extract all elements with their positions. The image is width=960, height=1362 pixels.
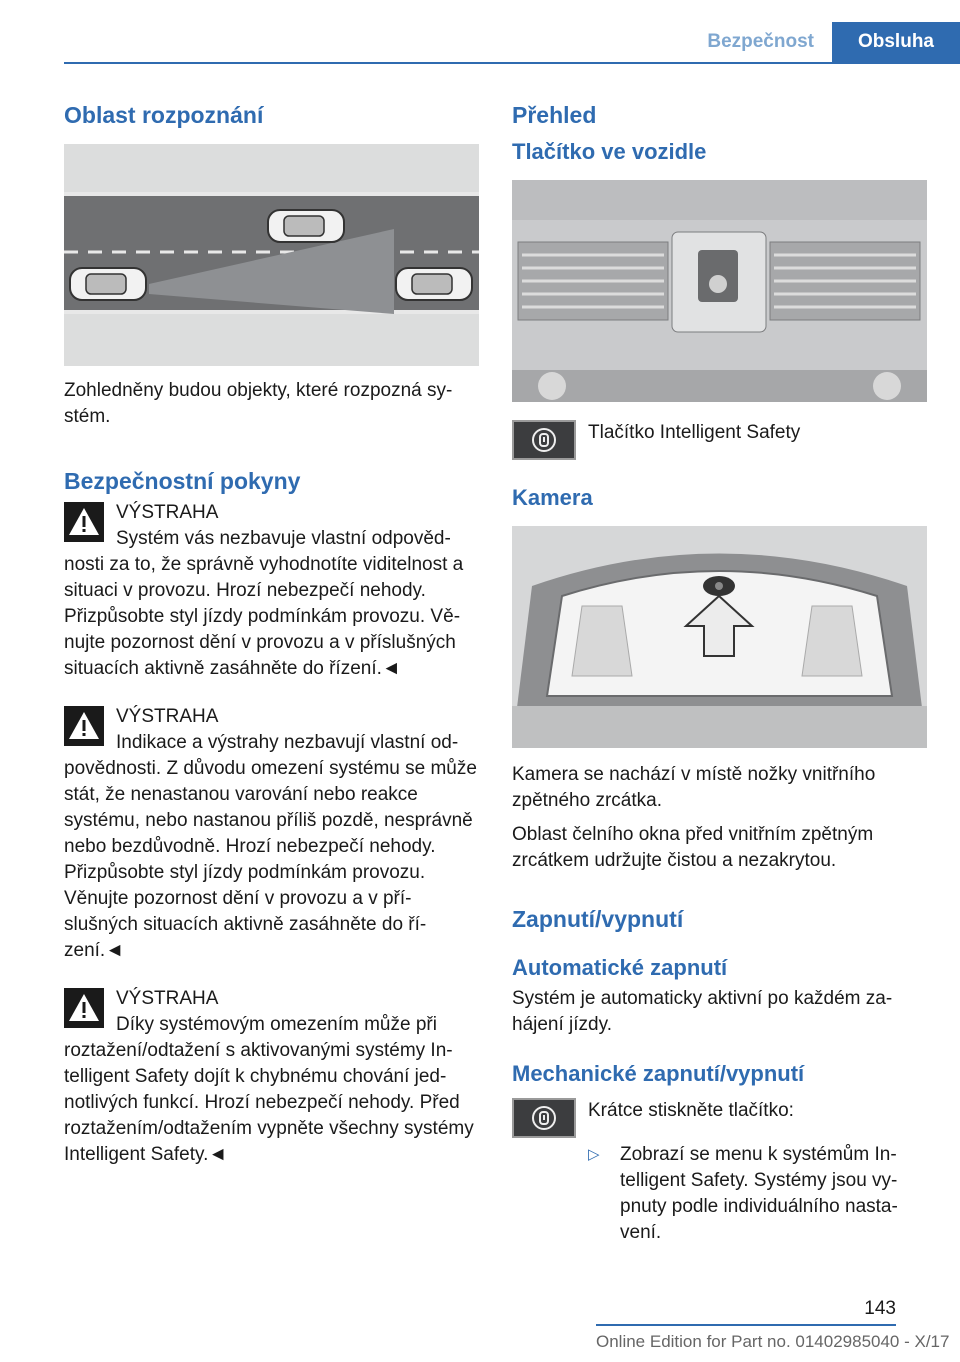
camera-clean-text: Oblast čelního okna před vnitřním zpětným zrcátkem udržujte čistou a nezakrytou.	[512, 824, 874, 871]
heading-overview: Přehled	[512, 102, 597, 128]
list-item	[588, 1142, 927, 1246]
header-rule	[64, 62, 960, 64]
warning-block-3	[64, 986, 479, 1168]
detection-area-figure	[64, 144, 479, 366]
heading-manual-on-off: Mechanické zapnutí/vypnutí	[512, 1061, 805, 1086]
camera-location-text: Kamera se nachází v místě nožky vnitřního zpětného zrcátka.	[512, 764, 876, 811]
footer	[596, 1298, 950, 1362]
press-button-row	[512, 1098, 927, 1138]
warning-title: VÝSTRAHA	[116, 988, 219, 1009]
warning-title: VÝSTRAHA	[116, 706, 219, 727]
warning-block-1	[64, 500, 479, 682]
warning-text: Indikace a výstrahy nezbavují vlastní odpovědnosti. Z důvodu omezení systému se může stát, že nenastanou varování nebo reakce systému, nebo nastanou příliš pozdě, nesprávně nebo bezdůvodně. Hrozí nebezpečí nehody. Přizpůsobte styl jízdy podmínkám provozu. Věnujte pozornost dění v provozu a v příslušných situacích aktivně zasáhněte do řízení.◄	[64, 732, 477, 961]
heading-button-in-vehicle: Tlačítko ve vozidle	[512, 139, 707, 164]
triangle-bullet-icon: ▷	[588, 1146, 600, 1163]
car-own-icon	[396, 268, 472, 300]
tab-obsluha[interactable]: Obsluha	[832, 22, 960, 62]
right-column	[512, 100, 927, 1246]
warning-triangle-icon	[64, 502, 104, 542]
intelligent-safety-button-icon	[512, 420, 576, 460]
header-tabs	[689, 22, 960, 62]
warning-block-2	[64, 704, 479, 964]
heading-safety-notes: Bezpečnostní pokyny	[64, 468, 301, 494]
heading-automatic-on: Automatické zapnutí	[512, 955, 728, 980]
heading-on-off: Zapnutí/vypnutí	[512, 906, 684, 932]
tab-bezpecnost[interactable]: Bezpečnost	[689, 22, 832, 62]
heading-camera: Kamera	[512, 485, 593, 510]
intelligent-safety-button-icon	[512, 1098, 576, 1138]
camera-figure	[512, 526, 927, 748]
warning-title: VÝSTRAHA	[116, 502, 219, 523]
button-caption: Tlačítko Intelligent Safety	[588, 422, 801, 443]
heading-detection-area: Oblast rozpoznání	[64, 102, 264, 128]
button-caption-row	[512, 420, 927, 460]
automatic-on-text: Systém je automaticky aktivní po každém zahájení jízdy.	[512, 988, 893, 1035]
warning-triangle-icon	[64, 988, 104, 1028]
button-in-vehicle-figure	[512, 180, 927, 402]
car-left-icon	[70, 268, 146, 300]
footer-rule	[596, 1324, 896, 1326]
warning-text: Díky systémovým omezením může při roztažení/odtažení s aktivovanými systémy Intelligent Safety dojít k chybnému chování jednotlivých funkcí. Hrozí nebezpečí nehody. Před roztažením/odtažením vypněte všechny systémy Intelligent Safety.◄	[64, 1014, 474, 1165]
car-front-icon	[268, 210, 344, 242]
press-button-text: Krátce stiskněte tlačítko:	[588, 1100, 794, 1121]
page-number: 143	[864, 1298, 896, 1319]
detection-caption: Zohledněny budou objekty, které rozpozná systém.	[64, 380, 453, 427]
warning-text: Systém vás nezbavuje vlastní odpovědnosti za to, že správně vyhodnotíte viditelnost a situaci v provozu. Hrozí nebezpečí nehody. Přizpůsobte styl jízdy podmínkám provozu. Věnujte pozornost dění v provozu a v příslušných situacích aktivně zasáhněte do řízení.◄	[64, 528, 464, 679]
bullet-text: Zobrazí se menu k systémům Intelligent Safety. Systémy jsou vypnuty podle individuálního nastavení.	[620, 1144, 898, 1243]
left-column	[64, 100, 479, 1190]
warning-triangle-icon	[64, 706, 104, 746]
edition-text: Online Edition for Part no. 01402985040 - X/17	[596, 1332, 950, 1351]
